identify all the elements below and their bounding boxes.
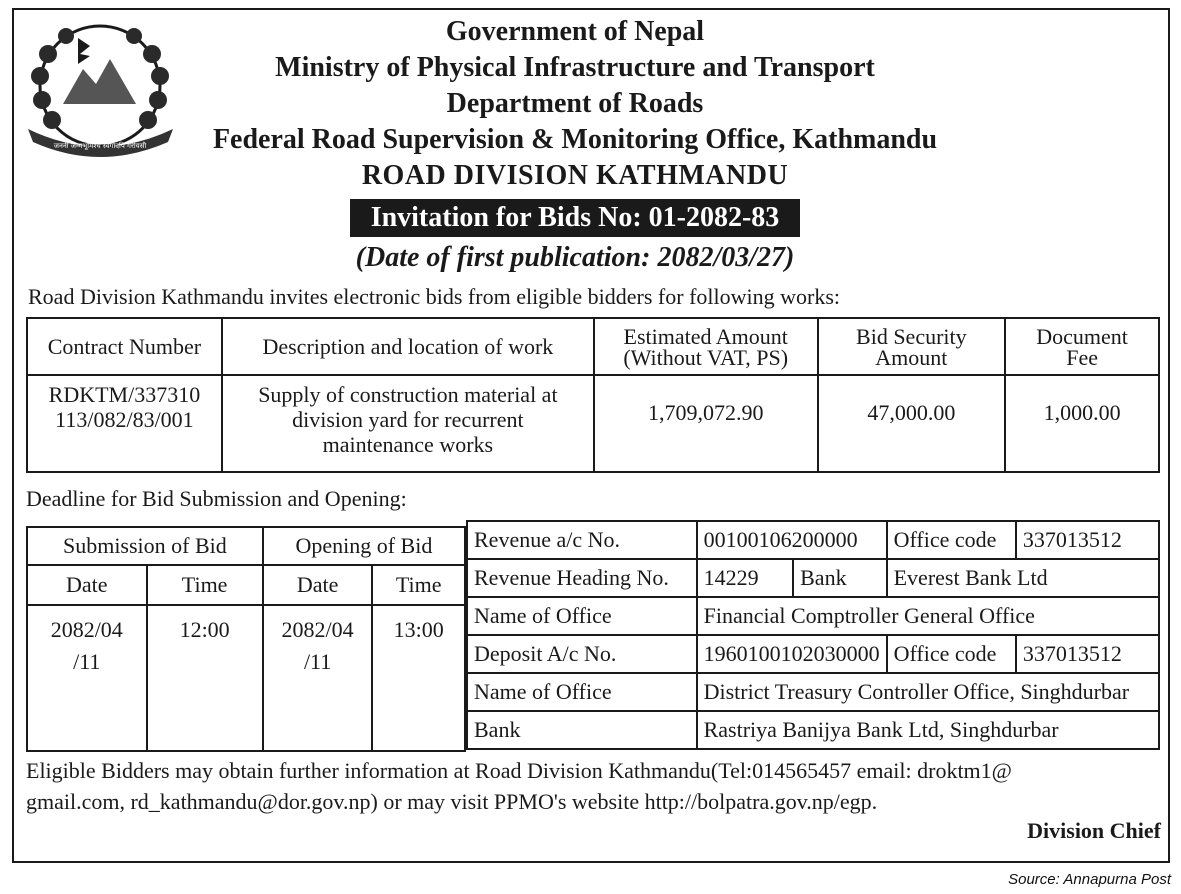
footer-info-line-1: Eligible Bidders may obtain further information at Road Division Kathmandu(Tel:014565457 email: droktm1@ bbox=[26, 758, 1012, 783]
opening-date: 2082/04 /11 bbox=[263, 605, 373, 751]
schedule-group-row bbox=[27, 527, 465, 565]
header-document-fee: Document Fee bbox=[1005, 318, 1159, 375]
opening-time: 13:00 bbox=[372, 605, 465, 751]
submission-of-bid-header: Submission of Bid bbox=[27, 527, 263, 565]
contract-number: RDKTM/337310 113/082/83/001 bbox=[27, 375, 222, 472]
office-name-value: Financial Comptroller General Office bbox=[697, 597, 1159, 635]
treasury-office-label: Name of Office bbox=[467, 673, 697, 711]
opening-time-header: Time bbox=[372, 565, 465, 605]
publication-date: (Date of first publication: 2082/03/27) bbox=[355, 242, 795, 273]
schedule-value-row bbox=[27, 605, 465, 751]
office-name-row bbox=[467, 597, 1159, 635]
header-ministry: Ministry of Physical Infrastructure and Transport bbox=[275, 52, 875, 83]
footer-info-line-2: gmail.com, rd_kathmandu@dor.gov.np) or may visit PPMO's website http://bolpatra.gov.np/egp. bbox=[26, 789, 878, 814]
accounts-table bbox=[466, 520, 1160, 750]
emblem-motto: जननी जन्मभूमिश्च स्वर्गादपि गरीयसी bbox=[53, 142, 147, 150]
revenue-ac-label: Revenue a/c No. bbox=[467, 521, 697, 559]
work-description: Supply of construction material at division yard for recurrent maintenance works bbox=[222, 375, 594, 472]
deposit-account-row bbox=[467, 635, 1159, 673]
revenue-account-row bbox=[467, 521, 1159, 559]
header-description: Description and location of work bbox=[222, 318, 594, 375]
office-name-label: Name of Office bbox=[467, 597, 697, 635]
works-table bbox=[26, 317, 1160, 473]
header-division: ROAD DIVISION KATHMANDU bbox=[361, 160, 789, 191]
header-government: Government of Nepal bbox=[445, 16, 705, 47]
table-row bbox=[27, 375, 1159, 472]
signature-division-chief: Division Chief bbox=[1027, 818, 1161, 843]
revenue-heading-row bbox=[467, 559, 1159, 597]
intro-text: Road Division Kathmandu invites electronic bids from eligible bidders for following works: bbox=[28, 284, 841, 309]
header-estimated-amount: Estimated Amount (Without VAT, PS) bbox=[594, 318, 818, 375]
works-header-row bbox=[27, 318, 1159, 375]
deposit-bank-label: Bank bbox=[467, 711, 697, 749]
revenue-ac-value: 00100106200000 bbox=[697, 521, 887, 559]
deadline-label: Deadline for Bid Submission and Opening: bbox=[26, 486, 407, 511]
bank-value: Everest Bank Ltd bbox=[887, 559, 1159, 597]
deposit-bank-value: Rastriya Banijya Bank Ltd, Singhdurbar bbox=[697, 711, 1159, 749]
header-bid-security: Bid Security Amount bbox=[818, 318, 1006, 375]
office-code-label: Office code bbox=[887, 521, 1016, 559]
treasury-office-row bbox=[467, 673, 1159, 711]
submission-time-header: Time bbox=[147, 565, 263, 605]
deposit-office-code-value: 337013512 bbox=[1016, 635, 1159, 673]
opening-of-bid-header: Opening of Bid bbox=[263, 527, 465, 565]
deposit-ac-label: Deposit A/c No. bbox=[467, 635, 697, 673]
submission-date: 2082/04 /11 bbox=[27, 605, 147, 751]
deposit-bank-row bbox=[467, 711, 1159, 749]
revenue-heading-value: 14229 bbox=[697, 559, 794, 597]
schedule-table bbox=[26, 526, 466, 752]
header-office: Federal Road Supervision & Monitoring Office, Kathmandu bbox=[212, 124, 938, 155]
deposit-office-code-label: Office code bbox=[887, 635, 1016, 673]
header-contract-number: Contract Number bbox=[27, 318, 222, 375]
schedule-subheader-row bbox=[27, 565, 465, 605]
source-credit: Source: Annapurna Post bbox=[1008, 871, 1171, 888]
submission-date-header: Date bbox=[27, 565, 147, 605]
document-fee: 1,000.00 bbox=[1005, 375, 1159, 472]
opening-date-header: Date bbox=[263, 565, 373, 605]
estimated-amount: 1,709,072.90 bbox=[594, 375, 818, 472]
bid-security-amount: 47,000.00 bbox=[818, 375, 1006, 472]
invitation-banner: Invitation for Bids No: 01-2082-83 bbox=[350, 199, 800, 237]
treasury-office-value: District Treasury Controller Office, Singhdurbar bbox=[697, 673, 1159, 711]
deposit-ac-value: 1960100102030000 bbox=[697, 635, 887, 673]
office-code-value: 337013512 bbox=[1016, 521, 1159, 559]
nepal-emblem-icon bbox=[18, 14, 183, 159]
revenue-heading-label: Revenue Heading No. bbox=[467, 559, 697, 597]
header-department: Department of Roads bbox=[446, 88, 704, 119]
bank-label: Bank bbox=[793, 559, 886, 597]
submission-time: 12:00 bbox=[147, 605, 263, 751]
